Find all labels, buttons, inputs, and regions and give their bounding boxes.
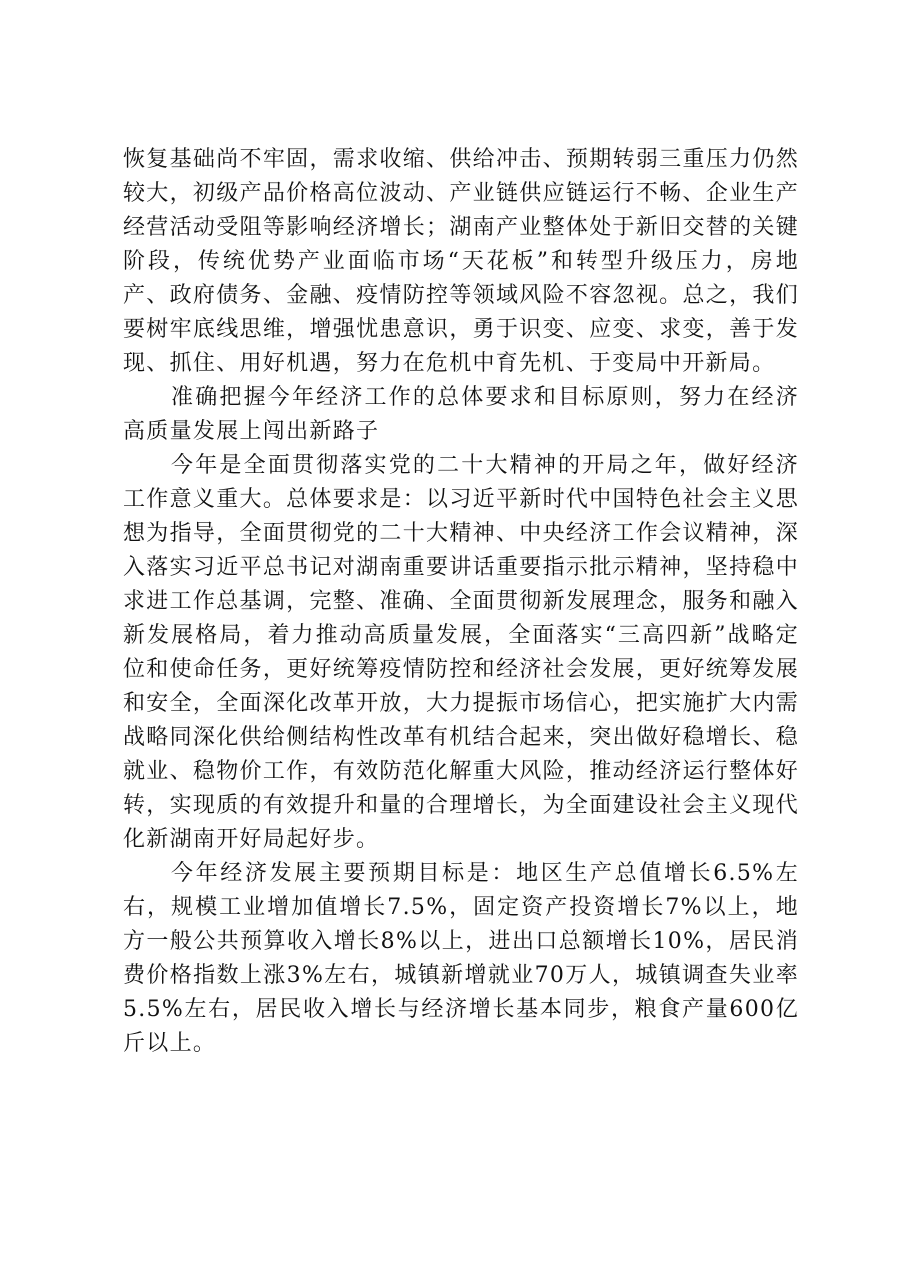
paragraph-overall-requirements: 今年是全面贯彻落实党的二十大精神的开局之年，做好经济工作意义重大。总体要求是：以习近平新时代中国特色社会主义思想为指导，全面贯彻党的二十大精神、中央经济工作会议精神，深入落实习近平总书记对湖南重要讲话重要指示批示精神，坚持稳中求进工作总基调，完整、准确、全面贯彻新发展理念，服务和融入新发展格局，着力推动高质量发展，全面落实“三高四新”战略定位和使命任务，更好统筹疫情防控和经济社会发展，更好统筹发展和安全，全面深化改革开放，大力提振市场信心，把实施扩大内需战略同深化供给侧结构性改革有机结合起来，突出做好稳增长、稳就业、稳物价工作，有效防范化解重大风险，推动经济运行整体好转，实现质的有效提升和量的合理增长，为全面建设社会主义现代化新湖南开好局起好步。 <box>123 453 799 852</box>
section-heading: 准确把握今年经济工作的总体要求和目标原则，努力在经济高质量发展上闯出新路子 <box>123 385 799 444</box>
document-body <box>123 143 799 1061</box>
paragraph-continuation: 恢复基础尚不牢固，需求收缩、供给冲击、预期转弱三重压力仍然较大，初级产品价格高位波动、产业链供应链运行不畅、企业生产经营活动受阻等影响经济增长；湖南产业整体处于新旧交替的关键阶段，传统优势产业面临市场“天花板”和转型升级压力，房地产、政府债务、金融、疫情防控等领域风险不容忽视。总之，我们要树牢底线思维，增强忧患意识，勇于识变、应变、求变，善于发现、抓住、用好机遇，努力在危机中育先机、于变局中开新局。 <box>123 147 799 376</box>
paragraph-expected-targets: 今年经济发展主要预期目标是：地区生产总值增长6.5%左右，规模工业增加值增长7.5%，固定资产投资增长7%以上，地方一般公共预算收入增长8%以上，进出口总额增长10%，居民消费价格指数上涨3%左右，城镇新增就业70万人，城镇调查失业率5.5%左右，居民收入增长与经济增长基本同步，粮食产量600亿斤以上。 <box>123 861 799 1056</box>
